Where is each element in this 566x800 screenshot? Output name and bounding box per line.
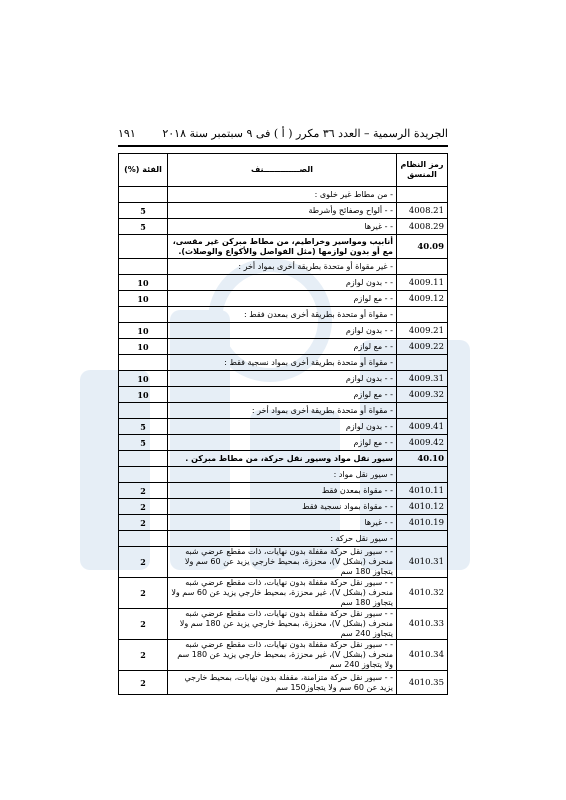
duty-rate: 2 [119, 483, 168, 499]
hs-code [397, 531, 448, 547]
table-row [119, 671, 448, 695]
item-description: - - سيور نقل حركة مقفلة بدون نهايات، ذات مقطع عرضي شبه منحرف (بشكل V)، محززة، بمحيط خارجي يزيد عن 60 سم ولا يتجاوز 180 سم [168, 547, 397, 578]
hs-code-text: 4010.12 [408, 501, 444, 512]
duty-rate [119, 531, 168, 547]
duty-rate: 10 [119, 387, 168, 403]
item-description: - - مع لوازم [168, 339, 397, 355]
item-description: - - ألواح وصفائح وأشرطة [168, 203, 397, 219]
table-row [119, 467, 448, 483]
page-header [118, 127, 448, 143]
table-row [119, 435, 448, 451]
hs-code [397, 578, 448, 609]
table-row [119, 323, 448, 339]
table-row [119, 235, 448, 259]
duty-rate: 2 [119, 499, 168, 515]
table-row [119, 640, 448, 671]
table-row [119, 609, 448, 640]
hs-code [397, 275, 448, 291]
duty-rate [119, 467, 168, 483]
table-row [119, 275, 448, 291]
duty-rate: 2 [119, 609, 168, 640]
table-row [119, 355, 448, 371]
hs-code-text: 4009.41 [408, 421, 444, 432]
duty-rate [119, 235, 168, 259]
hs-code [397, 609, 448, 640]
duty-rate [119, 187, 168, 203]
item-description: - - مقواة بمعدن فقط [168, 483, 397, 499]
duty-rate: 2 [119, 547, 168, 578]
hs-code-text: 4010.11 [408, 485, 444, 496]
duty-rate: 5 [119, 419, 168, 435]
table-row [119, 483, 448, 499]
hs-code [397, 467, 448, 483]
hs-code [397, 499, 448, 515]
duty-rate [119, 307, 168, 323]
hs-code [397, 371, 448, 387]
item-description: - - مقواة بمواد نسجية فقط [168, 499, 397, 515]
header-description: الصـــــــــــــنف [168, 154, 397, 187]
item-description: - مقواة أو متحدة بطريقة أخرى بمواد أخر : [168, 403, 397, 419]
hs-code-text: 4009.42 [408, 437, 444, 448]
hs-code-text: 4009.12 [408, 293, 444, 304]
hs-code-text: 4009.31 [408, 373, 444, 384]
hs-code-text: 4008.29 [408, 221, 444, 232]
hs-code [397, 403, 448, 419]
table-row [119, 187, 448, 203]
hs-code-text: 4009.11 [408, 277, 444, 288]
table-row [119, 259, 448, 275]
duty-rate [119, 451, 168, 467]
item-description: - - سيور نقل حركة مقفلة بدون نهايات، ذات مقطع عرضي شبه منحرف (بشكل V)، غير محززة، بمحيط خارجي يزيد عن 180 سم ولا يتجاوز 240 سم [168, 640, 397, 671]
item-description: - مقواة أو متحدة بطريقة أخرى بمواد نسجية فقط : [168, 355, 397, 371]
hs-code [397, 547, 448, 578]
hs-code-text: 4010.19 [408, 517, 444, 528]
hs-code [397, 451, 448, 467]
duty-rate: 5 [119, 203, 168, 219]
hs-code-text: 4009.32 [408, 389, 444, 400]
hs-code-text: 40.10 [417, 453, 444, 464]
table-row [119, 203, 448, 219]
duty-rate [119, 403, 168, 419]
duty-rate: 10 [119, 275, 168, 291]
duty-rate: 2 [119, 640, 168, 671]
header-rate: الفئة (%) [119, 154, 168, 187]
item-description: - - غيرها [168, 515, 397, 531]
hs-code [397, 187, 448, 203]
hs-code [397, 339, 448, 355]
hs-code [397, 323, 448, 339]
item-description: - - بدون لوازم [168, 275, 397, 291]
hs-code [397, 203, 448, 219]
table-row [119, 547, 448, 578]
header-code: رمز النظام المنسق [397, 154, 448, 187]
page-number: ١٩١ [118, 127, 136, 140]
table-row [119, 219, 448, 235]
hs-code-text: 4009.22 [408, 341, 444, 352]
hs-code-text: 4010.33 [408, 619, 444, 629]
duty-rate: 5 [119, 435, 168, 451]
hs-code [397, 259, 448, 275]
hs-code-text: 4010.35 [408, 677, 444, 688]
item-description: - غير مقواة أو متحدة بطريقة أخرى بمواد أخر : [168, 259, 397, 275]
item-description: - - سيور نقل حركة مقفلة بدون نهايات، ذات مقطع عرضي شبه منحرف (بشكل V)، غير محززة، بمحيط خارجي يزيد عن 60 سم ولا يتجاوز 180 سم [168, 578, 397, 609]
item-description: - - بدون لوازم [168, 323, 397, 339]
table-row [119, 499, 448, 515]
hs-code [397, 387, 448, 403]
item-description: - سيور نقل حركة : [168, 531, 397, 547]
hs-code-text: 4010.31 [408, 557, 444, 567]
duty-rate: 2 [119, 671, 168, 695]
duty-rate: 10 [119, 371, 168, 387]
table-row [119, 371, 448, 387]
hs-code-text: 4010.34 [408, 650, 444, 660]
item-description: - سيور نقل مواد : [168, 467, 397, 483]
hs-code-text: 4008.21 [408, 205, 444, 216]
gazette-title: الجريدة الرسمية – العدد ٣٦ مكرر ( أ ) فى ٩ سبتمبر سنة ٢٠١٨ [162, 127, 448, 140]
duty-rate [119, 355, 168, 371]
hs-code [397, 307, 448, 323]
item-description: - - غيرها [168, 219, 397, 235]
item-description: - - سيور نقل حركة مقفلة بدون نهايات، ذات مقطع عرضي شبه منحرف (بشكل V)، محززة، بمحيط خارجي يزيد عن 180 سم ولا يتجاوز 240 سم [168, 609, 397, 640]
table-row [119, 578, 448, 609]
table-row [119, 307, 448, 323]
item-description: - - مع لوازم [168, 291, 397, 307]
hs-code [397, 483, 448, 499]
item-description: أنابيب ومواسير وخراطيم، من مطاط مبركن غير مقسى، مع أو بدون لوازمها (مثل الفواصل والأكواع والوصلات). [168, 235, 397, 259]
hs-code [397, 419, 448, 435]
item-description: - - بدون لوازم [168, 371, 397, 387]
hs-code-text: 4010.32 [408, 588, 444, 598]
duty-rate: 2 [119, 515, 168, 531]
duty-rate: 5 [119, 219, 168, 235]
item-description: - مقواة أو متحدة بطريقة أخرى بمعدن فقط : [168, 307, 397, 323]
duty-rate: 10 [119, 323, 168, 339]
item-description: - من مطاط غير خلوى : [168, 187, 397, 203]
hs-code-text: 4009.21 [408, 325, 444, 336]
header-rule [118, 145, 448, 147]
item-description: - - مع لوازم [168, 435, 397, 451]
hs-code [397, 640, 448, 671]
item-description: سيور نقل مواد وسيور نقل حركة، من مطاط مبركن . [168, 451, 397, 467]
duty-rate: 2 [119, 578, 168, 609]
duty-rate [119, 259, 168, 275]
hs-code [397, 515, 448, 531]
hs-code [397, 235, 448, 259]
duty-rate: 10 [119, 339, 168, 355]
hs-code [397, 435, 448, 451]
table-row [119, 451, 448, 467]
item-description: - - مع لوازم [168, 387, 397, 403]
table-row [119, 339, 448, 355]
hs-code [397, 671, 448, 695]
table-row [119, 515, 448, 531]
table-row [119, 403, 448, 419]
hs-code [397, 355, 448, 371]
table-row [119, 419, 448, 435]
item-description: - - سيور نقل حركة متزامنة، مقفلة بدون نهايات، بمحيط خارجي يزيد عن 60 سم ولا يتجاوز150 سم [168, 671, 397, 695]
table-row [119, 387, 448, 403]
hs-code-text: 40.09 [417, 241, 444, 252]
hs-code [397, 291, 448, 307]
tariff-table [118, 153, 448, 695]
table-row [119, 291, 448, 307]
hs-code [397, 219, 448, 235]
item-description: - - بدون لوازم [168, 419, 397, 435]
table-row [119, 531, 448, 547]
duty-rate: 10 [119, 291, 168, 307]
